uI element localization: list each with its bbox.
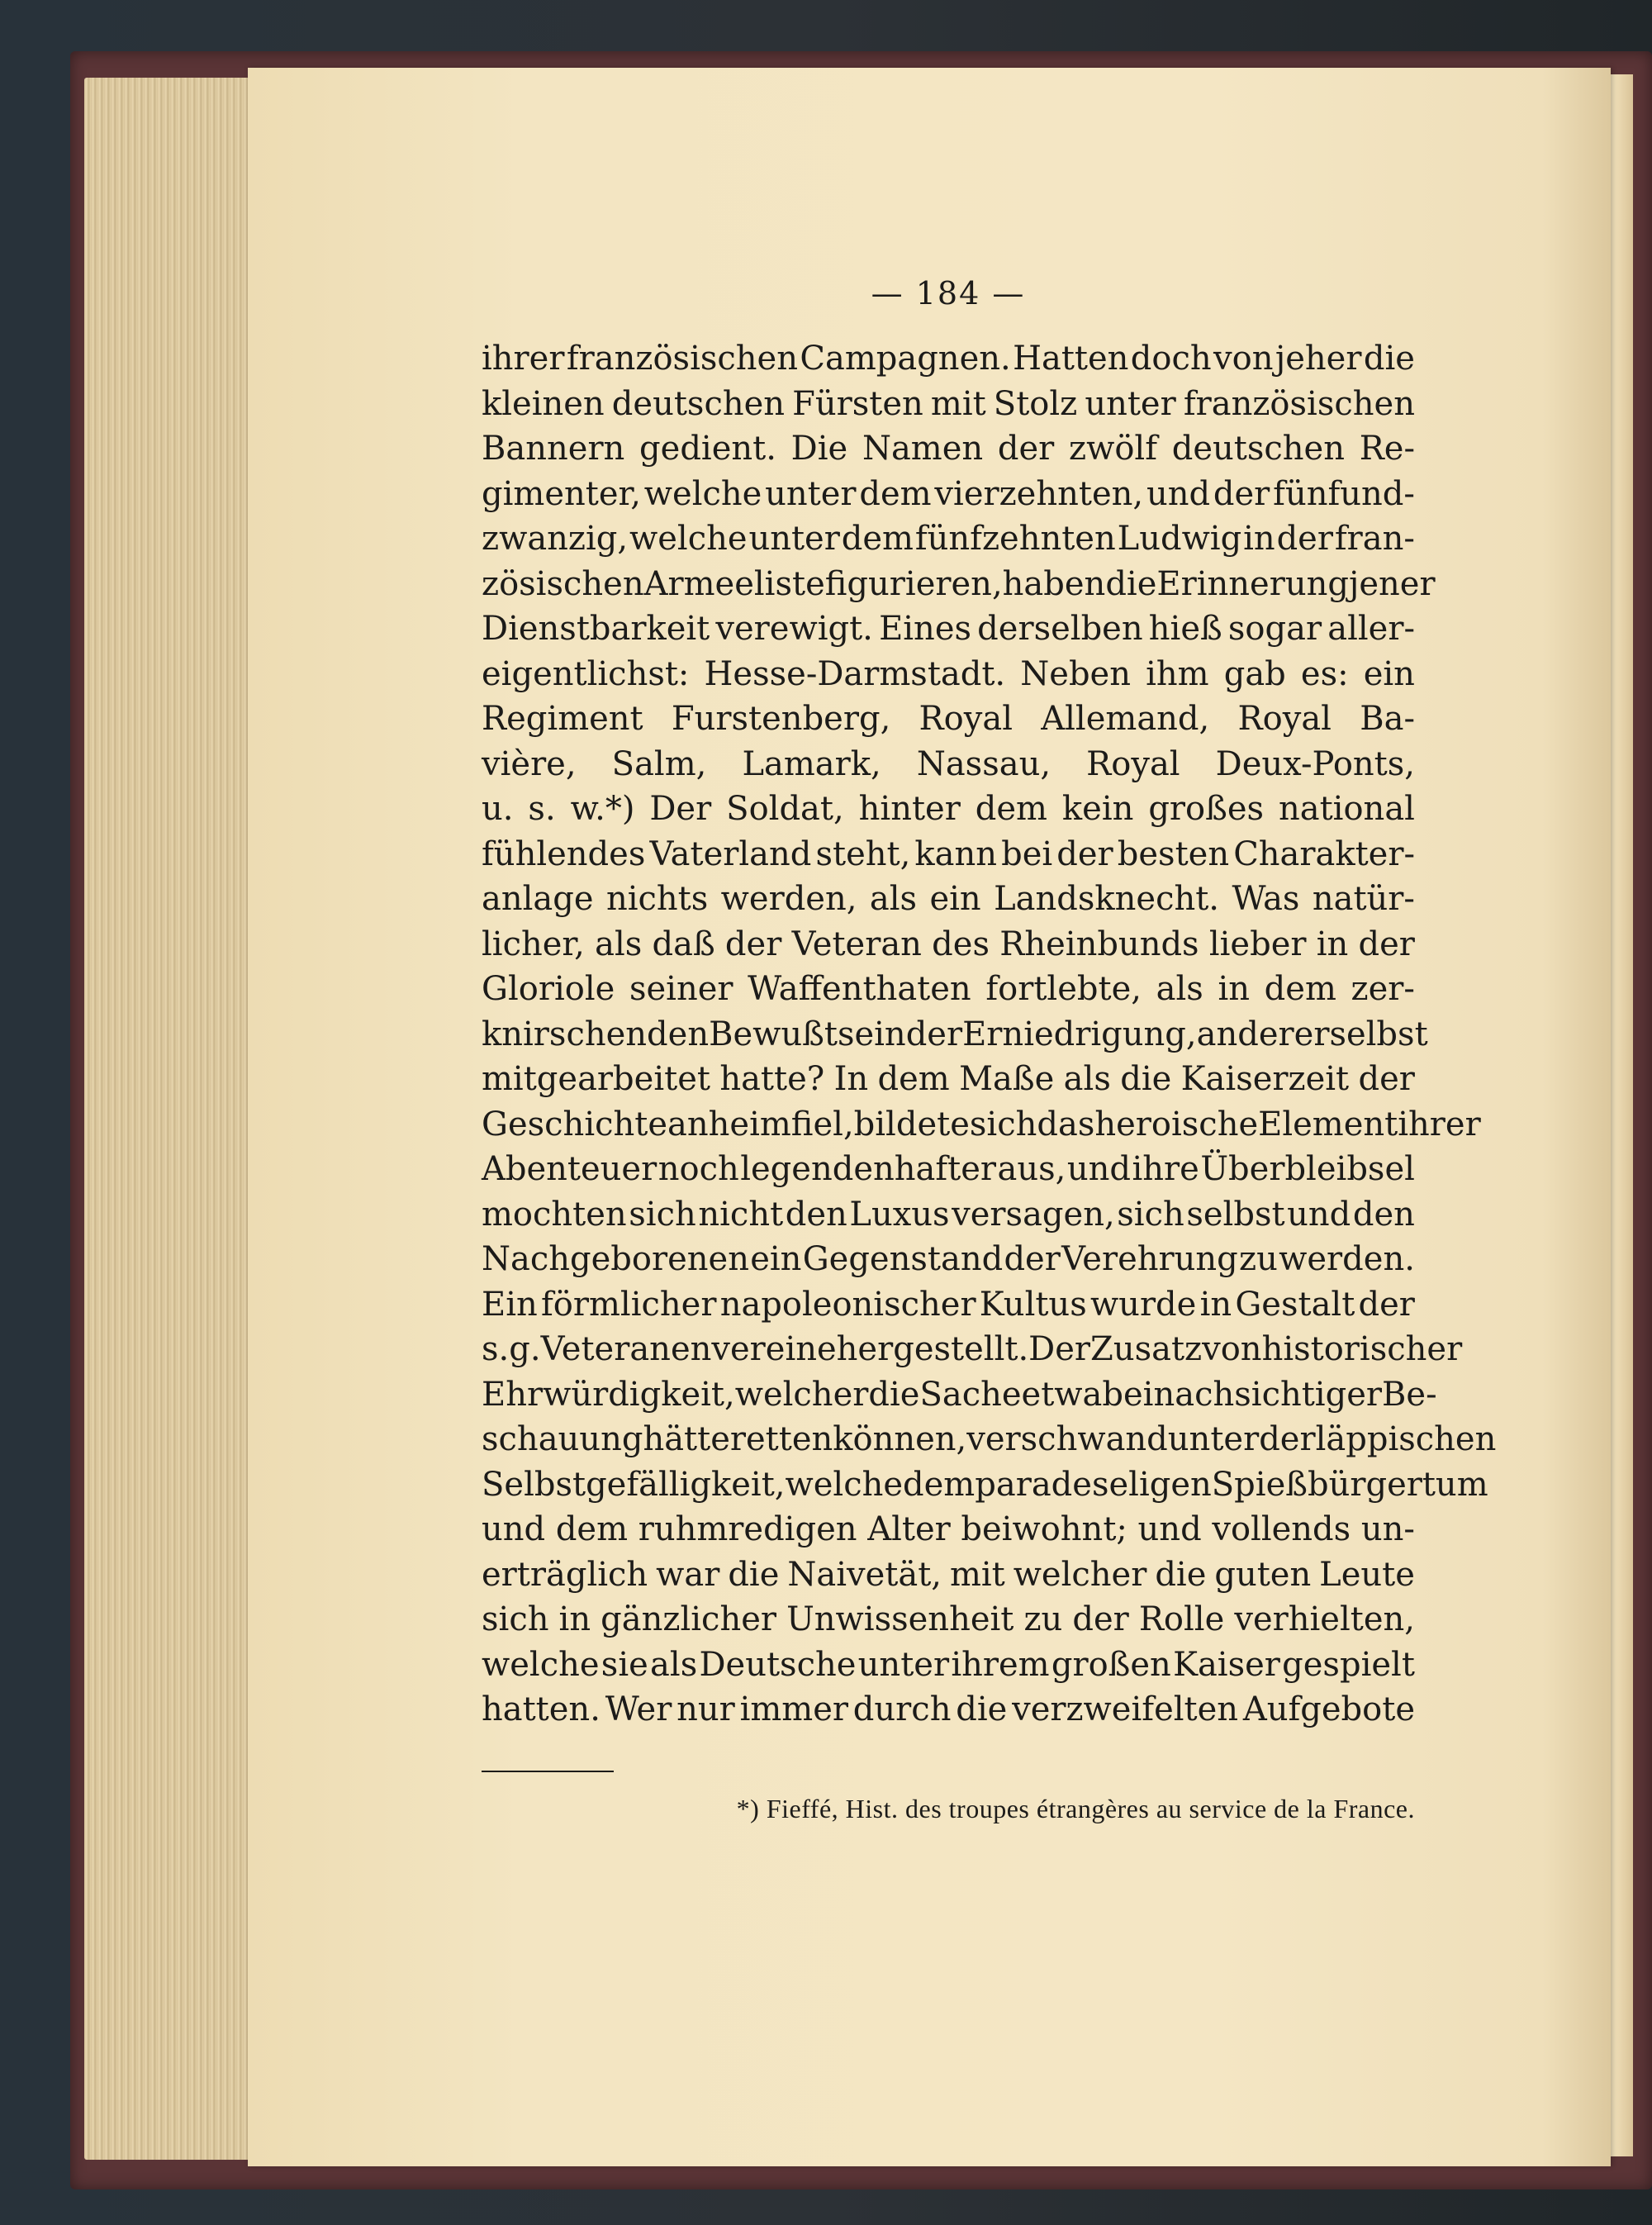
text-line: u. s. w.*) Der Soldat, hinter dem kein großes national — [482, 790, 1415, 828]
text-line: und dem ruhmredigen Alter beiwohnt; und vollends un- — [482, 1510, 1415, 1548]
text-line: welche sie als Deutsche unter ihrem großen Kaiser gespielt — [482, 1645, 1415, 1684]
text-line: ihrer französischen Campagnen. Hatten doch von jeher die — [482, 340, 1415, 378]
text-line: zösischen Armeeliste figurieren, haben die Erinnerung jener — [482, 564, 1436, 603]
text-line: Dienstbarkeit verewigt. Eines derselben hieß sogar aller- — [482, 610, 1415, 648]
text-line: erträglich war die Naivetät, mit welcher die guten Leute — [482, 1555, 1415, 1594]
text-line: zwanzig, welche unter dem fünfzehnten Ludwig in der fran- — [482, 520, 1415, 558]
text-line: kleinen deutschen Fürsten mit Stolz unter französischen — [482, 384, 1415, 423]
text-line: gimenter, welche unter dem vierzehnten, und der fünfund- — [482, 474, 1415, 513]
text-line: anlage nichts werden, als ein Landsknecht. Was natür- — [482, 880, 1415, 918]
text-line: fühlendes Vaterland steht, kann bei der besten Charakter- — [482, 834, 1415, 873]
text-line: hatten. Wer nur immer durch die verzweifelten Aufgebote — [482, 1690, 1415, 1728]
text-line: Ein förmlicher napoleonischer Kultus wurde in Gestalt der — [482, 1285, 1415, 1324]
text-line: Ehrwürdigkeit, welcher die Sache etwa bei nachsichtiger Be- — [482, 1375, 1437, 1414]
page-content — [482, 269, 1497, 1824]
body-text — [482, 336, 1497, 1733]
text-line: s. g. Veteranenvereine hergestellt. Der Zusatz von historischer — [482, 1330, 1463, 1368]
text-line: mitgearbeitet hatte? In dem Maße als die Kaiserzeit der — [482, 1060, 1415, 1098]
footnote: *) Fieffé, Hist. des troupes étrangères au service de la France. — [736, 1793, 1415, 1823]
text-line: Regiment Furstenberg, Royal Allemand, Royal Ba- — [482, 700, 1415, 738]
text-line: Selbstgefälligkeit, welche dem paradeseligen Spießbürgertum — [482, 1465, 1488, 1504]
text-line: mochten sich nicht den Luxus versagen, sich selbst und den — [482, 1195, 1415, 1234]
text-line: knirschenden Bewußtsein der Erniedrigung, an der er selbst — [482, 1015, 1428, 1053]
text-line: licher, als daß der Veteran des Rheinbunds lieber in der — [482, 925, 1415, 963]
page-number: — 184 — — [871, 275, 1026, 311]
page-edges-left — [84, 78, 256, 2160]
text-line: eigentlichst: Hesse-Darmstadt. Neben ihm gab es: ein — [482, 654, 1415, 693]
text-line: Geschichte anheimfiel, bildete sich das heroische Element ihrer — [482, 1105, 1481, 1143]
text-line: vière, Salm, Lamark, Nassau, Royal Deux-Ponts, — [482, 744, 1415, 783]
text-line: sich in gänzlicher Unwissenheit zu der Rolle verhielten, — [482, 1600, 1415, 1638]
text-line: Nachgeborenen ein Gegenstand der Verehrung zu werden. — [482, 1240, 1415, 1278]
text-line: Abenteuer noch legendenhafter aus, und ihre Überbleibsel — [482, 1150, 1415, 1188]
text-line: Bannern gedient. Die Namen der zwölf deutschen Re- — [482, 430, 1415, 468]
footnote-rule — [482, 1771, 614, 1772]
text-line: Gloriole seiner Waffenthaten fortlebte, als in dem zer- — [482, 970, 1415, 1008]
text-line: schauung hätte retten können, verschwand unter der läppischen — [482, 1420, 1497, 1458]
